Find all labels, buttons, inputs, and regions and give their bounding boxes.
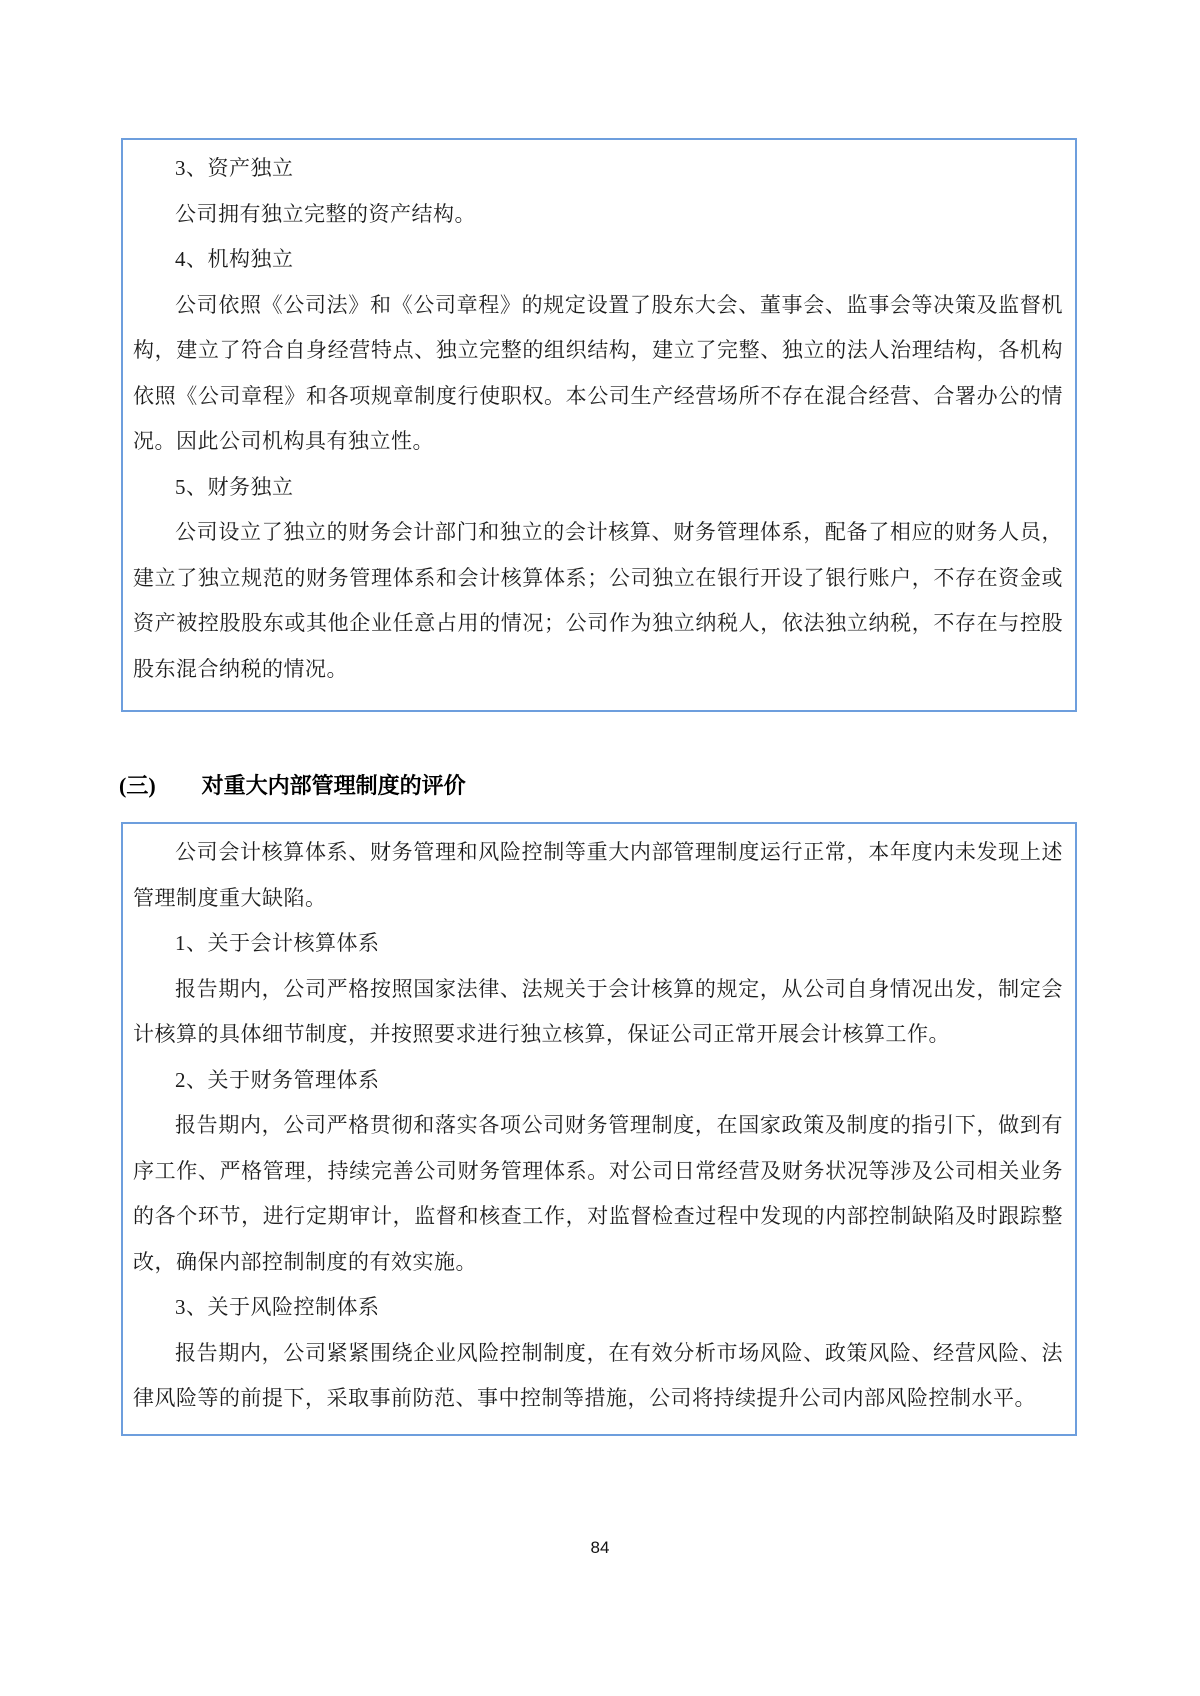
paragraph: 报告期内，公司严格按照国家法律、法规关于会计核算的规定，从公司自身情况出发，制定会计核算的具体细节制度，并按照要求进行独立核算，保证公司正常开展会计核算工作。 — [133, 976, 1063, 1046]
internal-management-evaluation-box — [121, 822, 1077, 1436]
paragraph-item-heading: 5、财务独立 — [175, 474, 294, 499]
independence-statements-box — [121, 138, 1077, 712]
paragraph-item-heading: 1、关于会计核算体系 — [175, 931, 380, 955]
section-title: 对重大内部管理制度的评价 — [201, 773, 466, 798]
paragraph: 报告期内，公司严格贯彻和落实各项公司财务管理制度，在国家政策及制度的指引下，做到有序工作、严格管理，持续完善公司财务管理体系。对公司日常经营及财务状况等涉及公司相关业务的各个环节，进行定期审计，监督和核查工作，对监督检查过程中发现的内部控制缺陷及时跟踪整改，确保内部控制制度的有效实施。 — [133, 1113, 1063, 1274]
paragraph: 公司依照《公司法》和《公司章程》的规定设置了股东大会、董事会、监事会等决策及监督机构，建立了符合自身经营特点、独立完整的组织结构，建立了完整、独立的法人治理结构，各机构依照《公司章程》和各项规章制度行使职权。本公司生产经营场所不存在混合经营、合署办公的情况。因此公司机构具有独立性。 — [133, 292, 1063, 453]
paragraph-item-heading: 4、机构独立 — [175, 247, 294, 271]
paragraph: 公司设立了独立的财务会计部门和独立的会计核算、财务管理体系，配备了相应的财务人员，建立了独立规范的财务管理体系和会计核算体系；公司独立在银行开设了银行账户，不存在资金或资产被控股股东或其他企业任意占用的情况；公司作为独立纳税人，依法独立纳税，不存在与控股股东混合纳税的情况。 — [133, 520, 1063, 681]
paragraph: 报告期内，公司紧紧围绕企业风险控制制度，在有效分析市场风险、政策风险、经营风险、法律风险等的前提下，采取事前防范、事中控制等措施，公司将持续提升公司内部风险控制水平。 — [133, 1340, 1063, 1410]
page-number: 84 — [590, 1538, 610, 1557]
paragraph-item-heading: 2、关于财务管理体系 — [175, 1067, 380, 1092]
paragraph: 公司会计核算体系、财务管理和风险控制等重大内部管理制度运行正常，本年度内未发现上述管理制度重大缺陷。 — [133, 840, 1063, 910]
section-heading — [121, 768, 1077, 804]
section-number: (三) — [119, 773, 156, 798]
paragraph-item-heading: 3、资产独立 — [175, 156, 294, 180]
paragraph: 公司拥有独立完整的资产结构。 — [175, 201, 476, 226]
page-content — [121, 0, 1077, 1436]
paragraph-item-heading: 3、关于风险控制体系 — [175, 1295, 380, 1319]
